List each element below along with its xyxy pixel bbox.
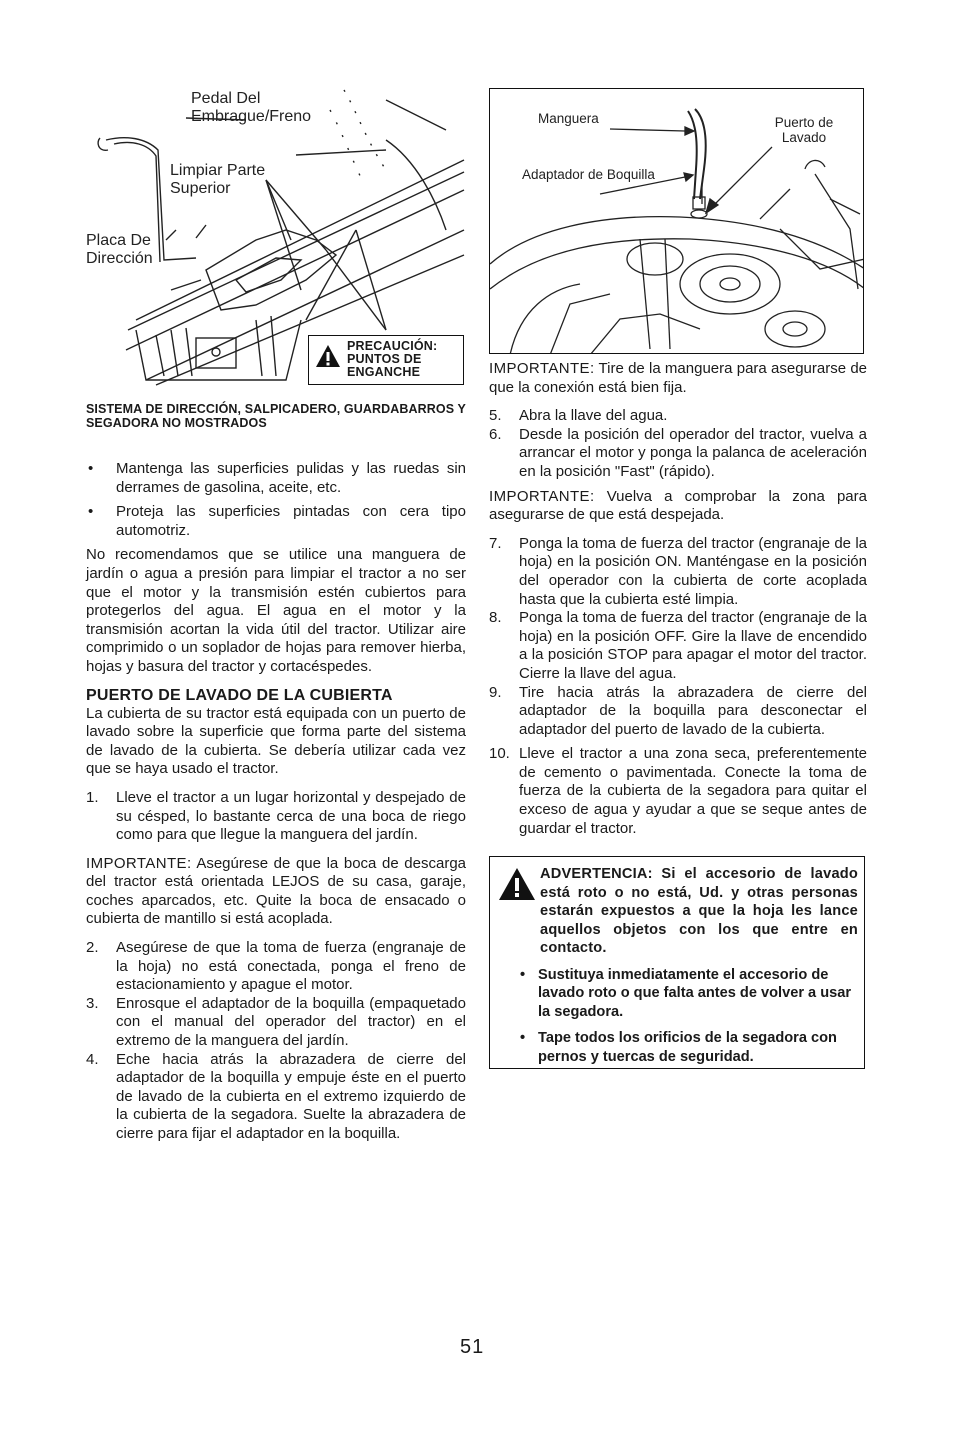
caution-line: PUNTOS DE <box>347 352 422 366</box>
caution-line: ENGANCHE <box>347 365 421 379</box>
bullet-text: Tape todos los orificios de la segadora con pernos y tuercas de seguridad. <box>538 1030 837 1065</box>
caution-box <box>308 335 464 385</box>
step-item <box>489 684 867 740</box>
step-number: 7. <box>489 534 502 552</box>
step-item <box>489 535 867 609</box>
step-text: Lleve el tractor a una zona seca, preferentemente de cemento o pavimentada. Conecte la toma de fuerza de la cubierta de la segadora para quitar el exceso de agua y ayudar a que se seque antes de guardar el tractor. <box>519 745 867 837</box>
step-item <box>86 939 466 995</box>
step-item <box>489 745 867 838</box>
bullet-text: Sustituya inmediatamente el accesorio de lavado roto o que falta antes de volver a usar la segadora. <box>538 966 852 1020</box>
section-intro: La cubierta de su tractor está equipada con un puerto de lavado sobre la superficie que forma parte del sistema de lavado de la cubierta. Se debería utilizar cada vez que se haya usado el tractor. <box>86 704 466 778</box>
section-title: PUERTO DE LAVADO DE LA CUBIERTA <box>86 686 393 704</box>
step-text: Eche hacia atrás la abrazadera de cierre del adaptador de la boquilla y empuje éste en el puerto de lavado de la cubierta en el extremo izquierdo de la cubierta de la segadora. Suelte la abrazadera de cierre para fijar el adaptador en la boquilla. <box>116 1050 466 1142</box>
steps-list <box>489 407 867 481</box>
list-item <box>516 966 858 1022</box>
important-label: IMPORTANTE: <box>489 360 595 377</box>
warning-triangle-icon <box>498 867 536 901</box>
important-note <box>86 855 466 929</box>
step-item <box>489 407 867 426</box>
step-text: Ponga la toma de fuerza del tractor (engranaje de la hoja) en la posición OFF. Gire la llave de encendido a la posición STOP para apagar el motor del tractor. Cierre la llave del agua. <box>519 609 867 682</box>
figure-caption: SISTEMA DE DIRECCIÓN, SALPICADERO, GUARDABARROS Y SEGADORA NO MOSTRADOS <box>86 402 466 430</box>
step-number: 4. <box>86 1050 99 1068</box>
important-label: IMPORTANTE: <box>489 487 595 505</box>
caution-line: PRECAUCIÓN: <box>347 339 438 353</box>
steering-plate-label: Placa De Dirección <box>86 232 153 267</box>
step-text: Lleve el tractor a un lugar horizontal y despejado de su césped, lo bastante cerca de una boca de riego como para que llegue la manguera del jardín. <box>116 788 466 844</box>
page-number: 51 <box>460 1336 485 1358</box>
list-item <box>516 1029 858 1066</box>
step-text: Tire hacia atrás la abrazadera de cierre del adaptador de la boquilla para desconectar el adaptador del puerto de lavado de la cubierta. <box>519 683 867 738</box>
bullet-list <box>86 460 466 540</box>
bullet-text: Mantenga las superficies pulidas y las ruedas sin derrames de gasolina, aceite, etc. <box>116 460 466 496</box>
important-text: Vuelva a comprobar la zona para asegurarse de que está despejada. <box>489 487 867 524</box>
step-text: Ponga la toma de fuerza del tractor (engranaje de la hoja) en la posición ON. Manténgase en la posición del operador con la cubierta de corte acoplada hasta que la cubierta esté limpia. <box>519 534 867 608</box>
right-column <box>489 88 867 1069</box>
important-text: Asegúrese de que la boca de descarga del tractor está orientada LEJOS de su casa, garaje, coches aparcados, etc. Quite la boca de ensacado o cubierta de mantillo si está acoplada. <box>86 854 467 928</box>
important-note <box>489 360 867 397</box>
step-number: 6. <box>489 425 502 443</box>
list-item <box>86 460 466 497</box>
important-label: IMPORTANTE: <box>86 854 192 872</box>
step-text: Enrosque el adaptador de la boquilla (empaquetado con el manual del operador del tractor) en el extremo de la manguera del jardín. <box>116 994 466 1050</box>
left-column <box>86 80 466 1144</box>
step-number: 2. <box>86 939 99 957</box>
step-item <box>489 426 867 482</box>
step-text: Desde la posición del operador del tractor, vuelva a arrancar el motor y ponga la palanca de aceleración en la posición "Fast" (rápido). <box>519 425 867 480</box>
bullet-icon: • <box>88 460 94 477</box>
step-number: 8. <box>489 609 502 627</box>
hose-paragraph: No recomendamos que se utilice una manguera de jardín o agua a presión para limpiar el tractor a no ser que el motor y la transmisión estén cubiertos para protegerlos del agua. El agua en el motor y la transmisión acortan la vida útil del tractor. Utilizar aire comprimido o un soplador de hojas para remover hierba, hojas y basura del tractor y cortacéspedes. <box>86 546 466 675</box>
important-text: Tire de la manguera para asegurarse de que la conexión está bien fija. <box>489 360 868 396</box>
step-number: 3. <box>86 994 99 1012</box>
step-item <box>86 995 466 1051</box>
important-note <box>489 488 867 525</box>
step-item <box>86 789 466 845</box>
clean-top-label: Limpiar Parte Superior <box>170 162 266 197</box>
step-item <box>86 1051 466 1144</box>
step-number: 10. <box>489 745 510 763</box>
pedal-label: Pedal Del Embrague/Freno <box>191 90 312 125</box>
warning-box <box>489 856 865 1069</box>
bullet-icon: • <box>520 966 526 983</box>
warning-title: ADVERTENCIA: Si el accesorio de lavado está roto o no está, Ud. y otras personas estarán expuestos a que la hoja les lance aquellos objetos con los que entre en contacto. <box>540 866 858 957</box>
step-number: 5. <box>489 407 502 425</box>
step-text: Abra la llave del agua. <box>519 407 668 425</box>
steps-list <box>489 535 867 839</box>
steering-figure <box>86 80 466 390</box>
wash-port-figure <box>489 88 864 354</box>
step-number: 9. <box>489 683 502 701</box>
nozzle-adapter-label: Adaptador de Boquilla <box>522 167 655 182</box>
step-text: Asegúrese de que la toma de fuerza (engranaje de la hoja) no está conectada, ponga el freno de estacionamiento y apague el motor. <box>116 939 466 994</box>
wash-port-label: Puerto de Lavado <box>774 115 834 145</box>
steps-list <box>86 939 466 1144</box>
bullet-text: Proteja las superficies pintadas con cera tipo automotriz. <box>116 503 466 539</box>
warning-triangle-icon <box>315 344 341 368</box>
bullet-icon: • <box>88 503 94 521</box>
step-number: 1. <box>86 788 99 806</box>
warning-bullets <box>516 966 858 1067</box>
step-item <box>489 609 867 683</box>
bullet-icon: • <box>520 1030 526 1047</box>
list-item <box>86 503 466 540</box>
hose-label: Manguera <box>538 111 599 126</box>
